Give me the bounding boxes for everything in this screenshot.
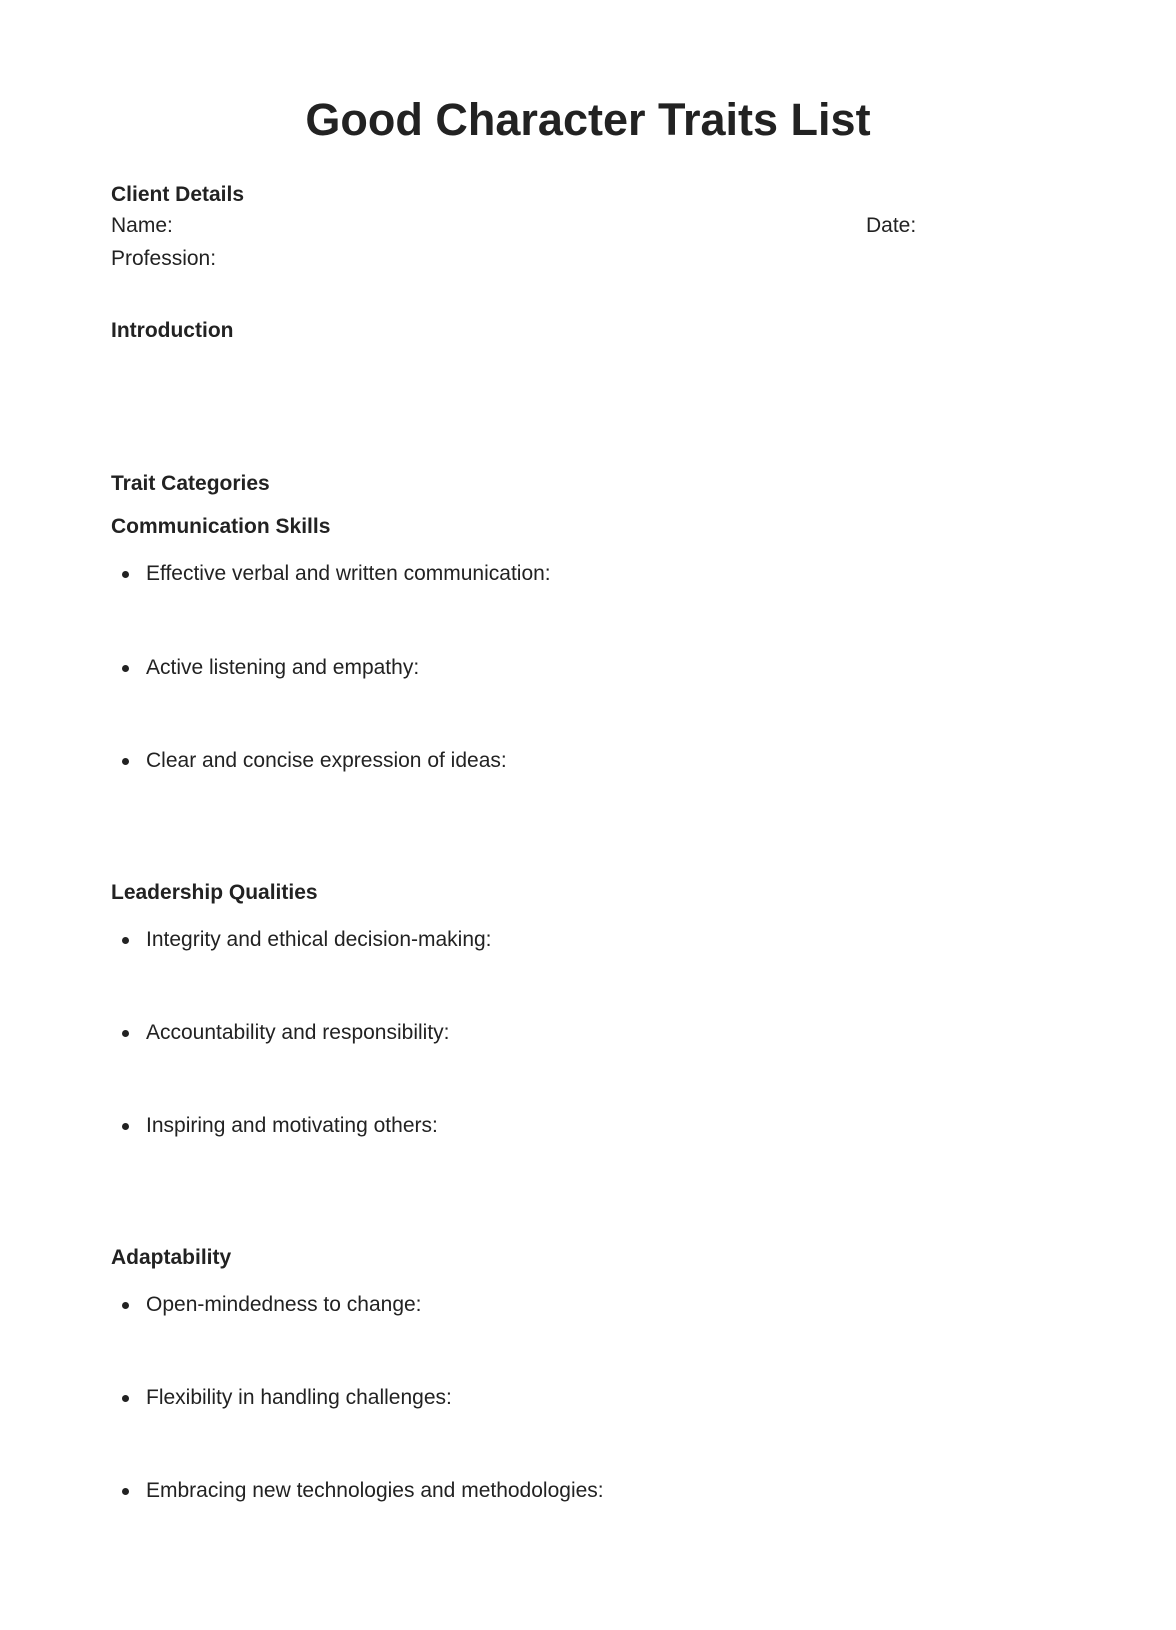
client-details-heading: Client Details [111,183,245,206]
list-item-label: Open-mindedness to change: [146,1293,422,1316]
page-title: Good Character Traits List [305,94,871,145]
list-item-label: Effective verbal and written communication: [146,562,551,585]
list-item-label: Accountability and responsibility: [146,1021,450,1044]
section-heading-adaptability: Adaptability [111,1246,232,1269]
bullet-icon [122,1488,129,1495]
list-item-label: Integrity and ethical decision-making: [146,928,492,951]
bullet-icon [122,1395,129,1402]
section-heading-leadership: Leadership Qualities [111,881,318,904]
bullet-icon [122,758,129,765]
bullet-icon [122,665,129,672]
list-item-label: Inspiring and motivating others: [146,1114,438,1137]
date-label: Date: [866,214,917,237]
trait-categories-heading: Trait Categories [111,472,270,495]
section-heading-communication: Communication Skills [111,515,331,538]
bullet-icon [122,571,129,578]
bullet-icon [122,1030,129,1037]
bullet-icon [122,1302,129,1309]
list-item-label: Active listening and empathy: [146,656,420,679]
bullet-icon [122,1123,129,1130]
list-item-label: Clear and concise expression of ideas: [146,749,507,772]
name-label: Name: [111,214,173,237]
introduction-heading: Introduction [111,319,234,342]
profession-label: Profession: [111,247,217,270]
bullet-icon [122,937,129,944]
list-item-label: Flexibility in handling challenges: [146,1386,452,1409]
list-item-label: Embracing new technologies and methodologies: [146,1479,604,1502]
